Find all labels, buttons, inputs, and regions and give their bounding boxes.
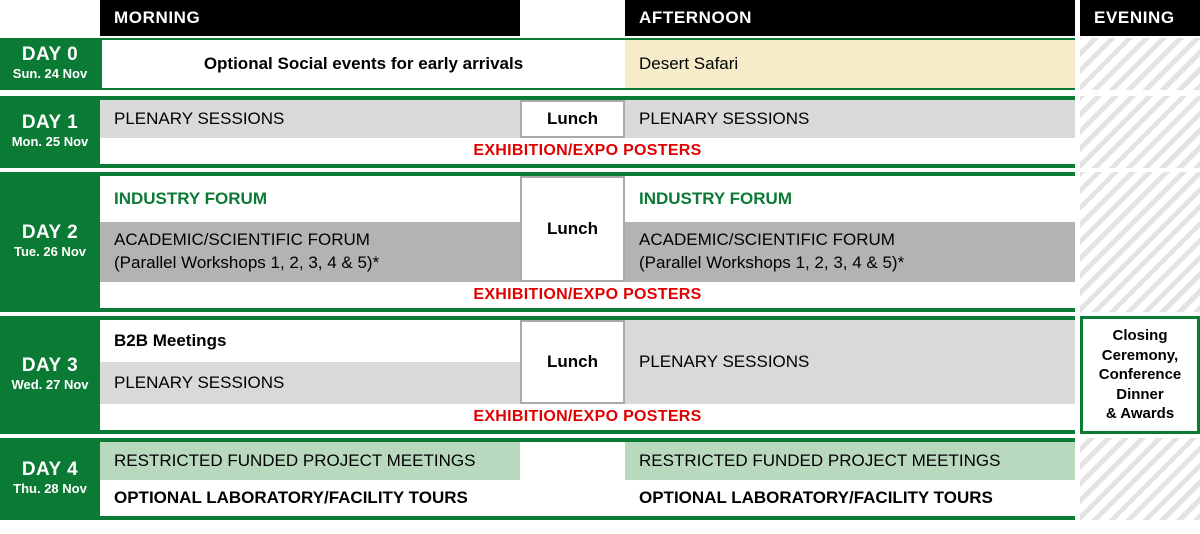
day0-morning-session xyxy=(100,38,625,90)
day-label-day1 xyxy=(0,96,100,168)
day3-morning-plenary-label: PLENARY SESSIONS xyxy=(114,373,285,392)
day2-lunch xyxy=(520,176,625,282)
day1-number: DAY 1 xyxy=(21,112,79,134)
header-lunch-gap xyxy=(520,0,625,36)
day3-morning-plenary xyxy=(100,362,520,404)
day-label-day4 xyxy=(0,438,100,520)
day1-expo-label: EXHIBITION/EXPO POSTERS xyxy=(473,142,702,159)
day2-morning-industry-label: INDUSTRY FORUM xyxy=(114,189,267,208)
day2-afternoon-academic-line1: ACADEMIC/SCIENTIFIC FORUM xyxy=(639,230,895,250)
day4-bottom-rule xyxy=(100,516,1075,520)
day3-lunch xyxy=(520,320,625,404)
day3-afternoon-session xyxy=(625,320,1075,404)
header-morning xyxy=(100,0,520,36)
day0-evening-hatched xyxy=(1080,38,1200,90)
day-label-day0 xyxy=(0,38,100,90)
day2-number: DAY 2 xyxy=(21,222,79,244)
day-label-day2 xyxy=(0,172,100,312)
day3-number: DAY 3 xyxy=(21,355,79,377)
day3-expo-label: EXHIBITION/EXPO POSTERS xyxy=(473,408,702,425)
header-evening-label: EVENING xyxy=(1094,8,1175,27)
day4-morning-tours xyxy=(100,480,520,516)
day3-evening-line1: Closing xyxy=(1112,327,1168,345)
day4-lunch-gap xyxy=(520,442,625,516)
day2-morning-academic-line2: (Parallel Workshops 1, 2, 3, 4 & 5)* xyxy=(114,253,380,272)
day1-bottom-rule xyxy=(100,164,1075,168)
day4-date: Thu. 28 Nov xyxy=(13,481,87,496)
day3-expo-band xyxy=(100,404,1075,430)
day2-evening-hatched xyxy=(1080,172,1200,312)
day-label-day3 xyxy=(0,316,100,434)
day2-bottom-rule xyxy=(100,308,1075,312)
day4-afternoon-restricted-label: RESTRICTED FUNDED PROJECT MEETINGS xyxy=(639,451,1001,470)
day3-evening-closing-ceremony xyxy=(1080,316,1200,434)
day3-evening-line5: & Awards xyxy=(1105,405,1175,423)
day3-morning-b2b-label: B2B Meetings xyxy=(114,331,227,350)
day1-morning-label: PLENARY SESSIONS xyxy=(114,109,285,128)
day3-evening-line4: Dinner xyxy=(1116,385,1164,403)
day4-morning-restricted-label: RESTRICTED FUNDED PROJECT MEETINGS xyxy=(114,451,476,470)
day3-lunch-label: Lunch xyxy=(547,352,598,371)
day1-lunch-label: Lunch xyxy=(547,109,598,128)
day1-date: Mon. 25 Nov xyxy=(11,134,89,149)
day3-afternoon-label: PLENARY SESSIONS xyxy=(639,352,810,371)
day2-afternoon-academic xyxy=(625,222,1075,282)
day4-afternoon-tours xyxy=(625,480,1075,516)
day2-morning-academic xyxy=(100,222,520,282)
day3-evening-line3: Conference xyxy=(1098,366,1182,384)
day2-afternoon-industry-label: INDUSTRY FORUM xyxy=(639,189,792,208)
day3-evening-line2: Ceremony, xyxy=(1101,346,1179,364)
day0-date: Sun. 24 Nov xyxy=(12,66,88,81)
day2-afternoon-industry xyxy=(625,176,1075,222)
day4-evening-hatched xyxy=(1080,438,1200,520)
header-evening xyxy=(1080,0,1200,36)
header-afternoon-label: AFTERNOON xyxy=(639,8,753,27)
day0-morning-label: Optional Social events for early arrivals xyxy=(203,54,524,73)
day1-afternoon-label: PLENARY SESSIONS xyxy=(639,109,810,128)
day2-morning-industry xyxy=(100,176,520,222)
day4-number: DAY 4 xyxy=(21,459,79,481)
day3-morning-b2b xyxy=(100,320,520,362)
day2-morning-academic-line1: ACADEMIC/SCIENTIFIC FORUM xyxy=(114,230,370,250)
day2-date: Tue. 26 Nov xyxy=(13,244,86,259)
day4-afternoon-restricted xyxy=(625,442,1075,480)
day2-expo-band xyxy=(100,282,1075,308)
day0-afternoon-session xyxy=(625,38,1075,90)
header-morning-label: MORNING xyxy=(114,8,201,27)
day2-expo-label: EXHIBITION/EXPO POSTERS xyxy=(473,286,702,303)
day1-evening-hatched xyxy=(1080,96,1200,168)
day1-expo-band xyxy=(100,138,1075,164)
day3-bottom-rule xyxy=(100,430,1075,434)
day0-number: DAY 0 xyxy=(21,44,79,66)
day2-afternoon-academic-line2: (Parallel Workshops 1, 2, 3, 4 & 5)* xyxy=(639,253,905,272)
header-corner-blank xyxy=(0,0,100,36)
day1-lunch xyxy=(520,100,625,138)
day2-lunch-label: Lunch xyxy=(547,219,598,238)
day4-morning-restricted xyxy=(100,442,520,480)
day0-afternoon-label: Desert Safari xyxy=(639,54,739,73)
day4-afternoon-tours-label: OPTIONAL LABORATORY/FACILITY TOURS xyxy=(639,488,993,507)
day1-morning-session xyxy=(100,100,520,138)
day1-afternoon-session xyxy=(625,100,1075,138)
day4-morning-tours-label: OPTIONAL LABORATORY/FACILITY TOURS xyxy=(114,488,468,507)
header-afternoon xyxy=(625,0,1075,36)
day3-date: Wed. 27 Nov xyxy=(11,377,89,392)
